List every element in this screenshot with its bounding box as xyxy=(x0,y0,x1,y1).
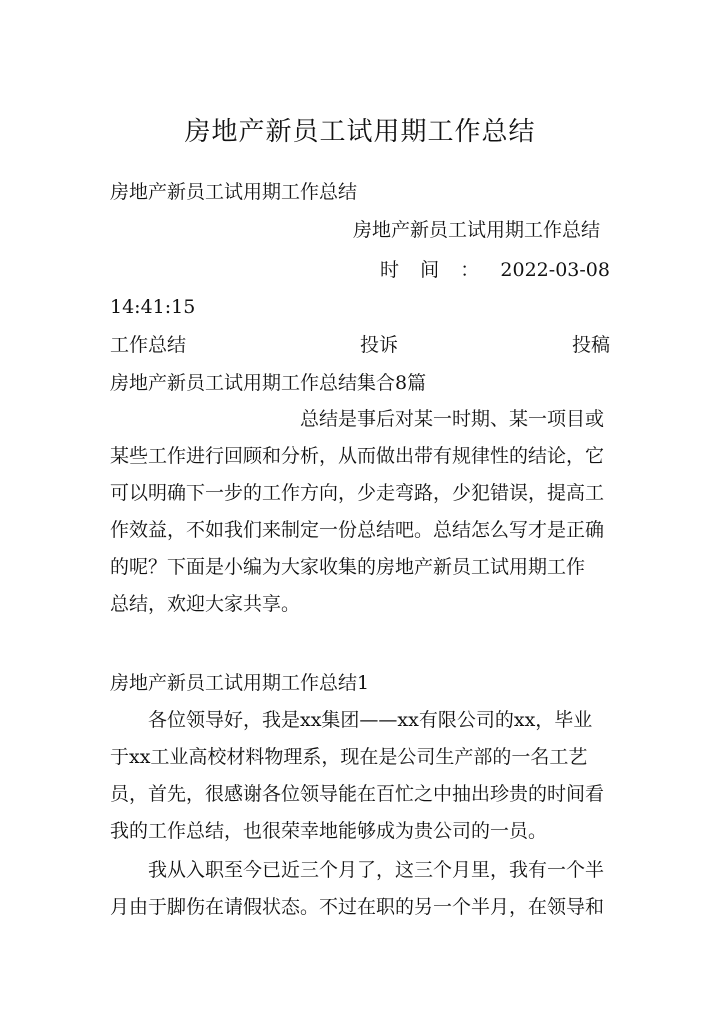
para1-line-4: 我的工作总结，也很荣幸地能够成为贵公司的一员。 xyxy=(110,820,548,842)
para2-line-1: 我从入职至今已近三个月了，这三个月里，我有一个半 xyxy=(148,859,605,881)
time-label-2: 间 xyxy=(420,259,440,281)
nav-submit-link[interactable]: 投稿 xyxy=(571,334,610,356)
section1-heading: 房地产新员工试用期工作总结1 xyxy=(110,672,370,694)
nav-complaint-link[interactable]: 投诉 xyxy=(359,334,398,356)
para1-line-2: 于xx工业高校材料物理系，现在是公司生产部的一名工艺 xyxy=(110,746,588,768)
document-title: 房地产新员工试用期工作总结 xyxy=(184,117,536,147)
para2-line-2: 月由于脚伤在请假状态。不过在职的另一个半月，在领导和 xyxy=(110,896,605,918)
para1-line-1: 各位领导好，我是xx集团——xx有限公司的xx，毕业 xyxy=(148,709,593,731)
intro-line-4: 作效益，不如我们来制定一份总结吧。总结怎么写才是正确 xyxy=(110,519,605,541)
date-value: 2022-03-08 xyxy=(500,259,610,281)
subtitle-right: 房地产新员工试用期工作总结 xyxy=(352,219,600,241)
time-value: 14:41:15 xyxy=(110,296,196,318)
timestamp-row xyxy=(110,255,610,285)
intro-line-5: 的呢？下面是小编为大家收集的房地产新员工试用期工作 xyxy=(110,556,586,578)
intro-line-1: 总结是事后对某一时期、某一项目或 xyxy=(300,408,605,430)
intro-line-2: 某些工作进行回顾和分析，从而做出带有规律性的结论，它 xyxy=(110,445,605,467)
para1-line-3: 员，首先，很感谢各位领导能在百忙之中抽出珍贵的时间看 xyxy=(110,783,605,805)
nav-row xyxy=(110,330,610,360)
nav-work-summary-link[interactable]: 工作总结 xyxy=(110,334,187,356)
subtitle-left: 房地产新员工试用期工作总结 xyxy=(110,181,358,203)
intro-line-6: 总结，欢迎大家共享。 xyxy=(110,593,301,615)
collection-title: 房地产新员工试用期工作总结集合8篇 xyxy=(110,372,427,394)
time-colon: ： xyxy=(460,259,480,281)
time-label-1: 时 xyxy=(380,259,400,281)
intro-line-3: 可以明确下一步的工作方向，少走弯路，少犯错误，提高工 xyxy=(110,482,605,504)
